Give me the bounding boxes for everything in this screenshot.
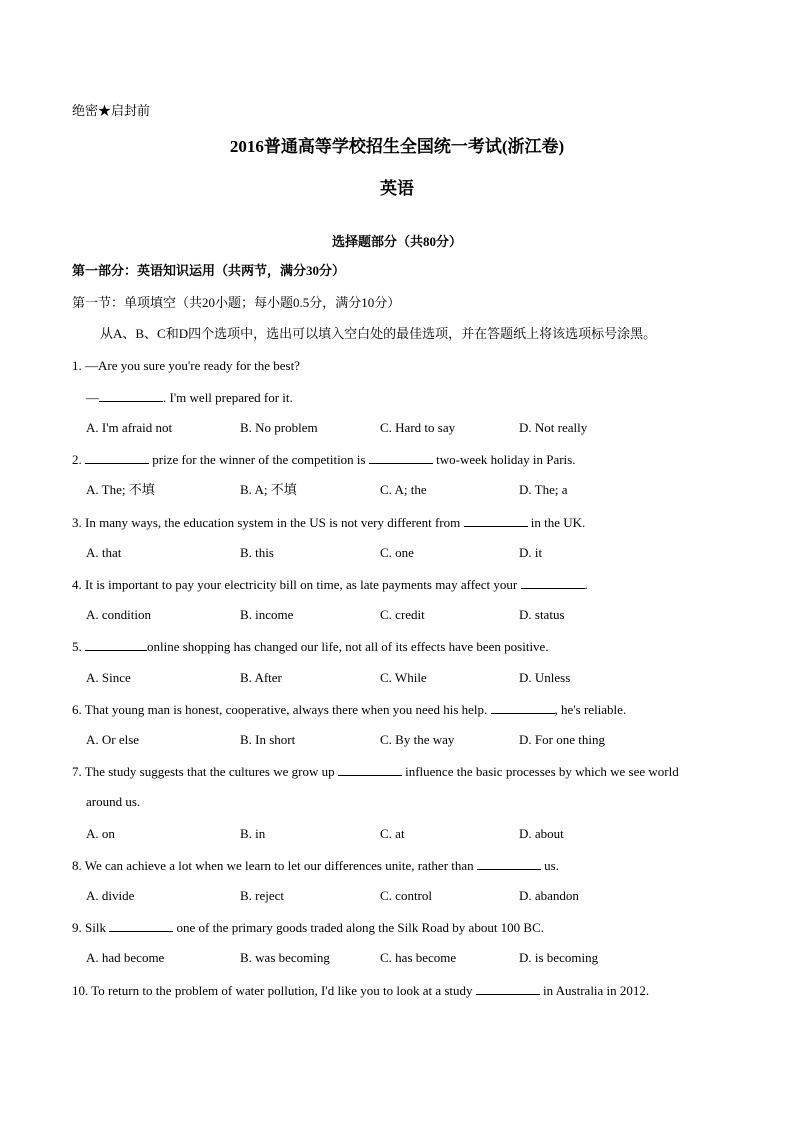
option-a: A. condition [86,607,151,622]
option-a: A. Or else [86,732,140,747]
answer-blank [369,451,433,464]
subject-title: 英语 [380,179,414,198]
stem-text: 6. That young man is honest, cooperative, always there when you need his help. [72,702,491,717]
option-d: D. The; a [519,482,568,497]
option-c: C. control [380,888,432,903]
question-6-options [0,732,794,748]
question-3-stem [72,514,585,531]
stem-text: — [86,390,99,405]
stem-text: 9. Silk [72,920,110,935]
answer-blank [85,638,147,651]
option-c: C. Hard to say [380,420,456,435]
option-b: B. in [240,826,266,841]
question-2-stem [72,451,575,468]
option-b: B. this [240,545,274,560]
answer-blank [477,857,541,870]
part1-section1-heading: 第一节：单项填空（共20小题；每小题0.5分，满分10分） [72,295,401,310]
section-title: 选择题部分（共80分） [331,234,462,249]
stem-text: 7. The study suggests that the cultures we grow up [72,764,338,779]
question-7-stem [72,763,679,780]
option-a: A. The; 不填 [86,482,155,497]
question-9-stem [72,919,544,936]
question-4-options [0,607,794,623]
question-4-stem [72,576,588,593]
answer-blank [109,919,173,932]
question-8-options [0,888,794,904]
question-5-options [0,670,794,686]
option-b: B. After [240,670,282,685]
option-d: D. For one thing [519,732,605,747]
stem-text: 8. We can achieve a lot when we learn to let our differences unite, rather than [72,858,477,873]
stem-text: in the UK. [527,515,586,530]
stem-text: online shopping has changed our life, not all of its effects have been positive. [147,639,549,654]
answer-blank [464,514,528,527]
stem-text: in Australia in 2012. [539,983,650,998]
option-b: B. was becoming [240,950,330,965]
option-b: B. No problem [240,420,318,435]
option-d: D. status [519,607,565,622]
question-10-stem [72,982,649,999]
question-6-stem [72,701,626,718]
option-a: A. on [86,826,115,841]
question-1-stem-b [86,389,293,406]
option-d: D. Not really [519,420,588,435]
option-d: D. abandon [519,888,579,903]
option-b: B. income [240,607,294,622]
question-7-options [0,826,794,842]
option-a: A. that [86,545,122,560]
option-c: C. By the way [380,732,455,747]
instruction-text: 从A、B、C和D四个选项中，选出可以填入空白处的最佳选项，并在答题纸上将该选项标号涂黑。 [100,326,657,341]
stem-text: 2. [72,452,85,467]
stem-text: 5. [72,639,85,654]
question-7-stem-continued: around us. [86,794,141,809]
stem-text: . [584,577,588,592]
question-2-options [0,482,794,498]
stem-text: 3. In many ways, the education system in the US is not very different from [72,515,464,530]
question-1-options [0,420,794,436]
question-8-stem [72,857,559,874]
part1-heading: 第一部分：英语知识运用（共两节，满分30分） [72,263,346,278]
stem-text: 4. It is important to pay your electricity bill on time, as late payments may affect your [72,577,521,592]
option-b: B. A; 不填 [240,482,297,497]
answer-blank [338,763,402,776]
option-a: A. I'm afraid not [86,420,173,435]
answer-blank [476,982,540,995]
stem-text: two-week holiday in Paris. [432,452,576,467]
answer-blank [491,701,555,714]
option-c: C. at [380,826,405,841]
question-5-stem [72,638,549,655]
stem-text: , he's reliable. [554,702,627,717]
question-3-options [0,545,794,561]
option-d: D. about [519,826,564,841]
option-c: C. credit [380,607,425,622]
option-a: A. divide [86,888,135,903]
stem-text: . I'm well prepared for it. [163,390,293,405]
option-c: C. A; the [380,482,427,497]
question-1-stem-a: 1. —Are you sure you're ready for the best? [72,358,300,373]
stem-text: one of the primary goods traded along the Silk Road by about 100 BC. [173,920,545,935]
exam-title: 2016普通高等学校招生全国统一考试(浙江卷) [229,137,565,156]
option-d: D. it [519,545,543,560]
option-d: D. is becoming [519,950,599,965]
answer-blank [521,576,585,589]
option-b: B. reject [240,888,285,903]
option-b: B. In short [240,732,296,747]
stem-text: prize for the winner of the competition is [149,452,369,467]
stem-text: us. [540,858,559,873]
option-a: A. had become [86,950,165,965]
option-c: C. has become [380,950,457,965]
answer-blank [85,451,149,464]
option-a: A. Since [86,670,131,685]
secret-mark: 绝密★启封前 [72,103,151,118]
question-9-options [0,950,794,966]
stem-text: influence the basic processes by which we see world [401,764,679,779]
option-c: C. one [380,545,414,560]
option-d: D. Unless [519,670,571,685]
answer-blank [99,389,163,402]
stem-text: 10. To return to the problem of water pollution, I'd like you to look at a study [72,983,476,998]
option-c: C. While [380,670,427,685]
